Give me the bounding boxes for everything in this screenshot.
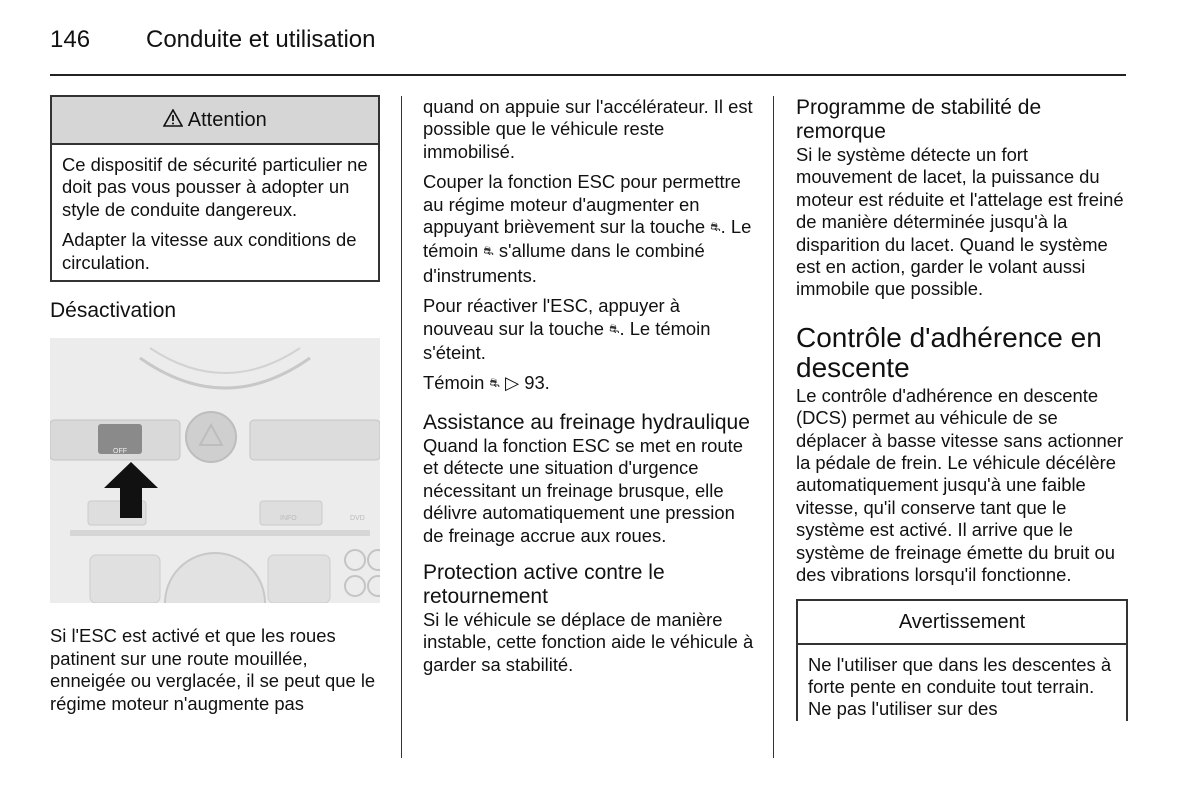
esc-paragraph: Si l'ESC est activé et que les roues patinent sur une route mouillée, enneigée ou verglacée, il se peut que le régime moteur n'augmente pas — [50, 625, 376, 714]
section-title-assistance-freinage: Assistance au freinage hydraulique — [423, 410, 750, 434]
section-body-controle-descente: Le contrôle d'adhérence en descente (DCS) permet au véhicule de se déplacer à basse vitesse sans actionner la pédale de frein. Le véhicule décélère automatiquement jusqu'à une faible vitesse, qu'il conserve tant que le système est activé. Il arrive que le système de freinage émette du bruit ou des vibrations lorsqu'il fonctionne. — [796, 384, 1124, 586]
dvd-label: DVD — [350, 515, 365, 523]
attention-text-1: Ce dispositif de sécurité particulier ne doit pas vous pousser à adopter un style de conduite dangereux. — [62, 154, 368, 220]
section-title-protection-retournement: Protection active contre le retournement — [423, 560, 665, 608]
warning-title: Avertissement — [798, 601, 1126, 645]
col2-p2-text-b: . Le témoin — [423, 216, 752, 262]
page-number: 146 — [50, 26, 91, 53]
section-body-stabilite-remorque: Si le système détecte un fort mouvement de lacet, la puissance du moteur est réduite et l'attelage est freiné de manière déterminée jusqu'à la disparition du lacet. Quand le système est en action, garder le volant aussi immobile que possible. — [796, 144, 1124, 300]
esc-off-button-label: OFF — [113, 448, 127, 456]
col2-paragraph-1: quand on appuie sur l'accélérateur. Il est possible que le véhicule reste immobilisé. — [423, 96, 753, 162]
esc-off-icon: ⛐ — [710, 220, 721, 235]
esc-off-icon: ⛐ — [489, 376, 500, 391]
warning-triangle-icon — [163, 109, 187, 131]
column-2 — [423, 96, 755, 684]
column-1 — [50, 95, 380, 723]
header-rule — [50, 74, 1126, 76]
attention-box — [50, 95, 380, 282]
col2-p3-text-b: . Le témoin s'éteint. — [423, 317, 711, 364]
column-3 — [796, 96, 1128, 721]
warning-text: Ne l'utiliser que dans les descentes à forte pente en conduite tout terrain. Ne pas l'utiliser sur des — [808, 653, 1112, 720]
column-divider-1 — [401, 96, 402, 758]
page-header — [50, 26, 375, 54]
section-body-assistance-freinage: Quand la fonction ESC se met en route et détecte une situation d'urgence nécessitant un freinage brusque, elle délivre automatiquement une pression de freinage accrue aux roues. — [423, 434, 743, 546]
dashboard-illustration — [50, 338, 380, 603]
col2-paragraph-3 — [423, 295, 755, 364]
col2-p4-text-a: Témoin — [423, 372, 485, 394]
attention-header — [52, 97, 378, 145]
desactivation-heading: Désactivation — [50, 299, 177, 323]
warning-box — [796, 599, 1128, 721]
esc-off-icon: ⛐ — [609, 321, 620, 336]
col2-paragraph-4 — [423, 372, 755, 396]
attention-title: Attention — [187, 109, 267, 131]
esc-off-icon: ⛐ — [483, 244, 494, 259]
info-button-label: INFO — [280, 515, 297, 523]
cross-reference-arrow-icon: ▷ — [504, 372, 520, 394]
attention-text-2: Adapter la vitesse aux conditions de circulation. — [62, 229, 357, 273]
section-title-controle-descente: Contrôle d'adhérence en descente — [796, 321, 1102, 383]
section-body-protection-retournement: Si le véhicule se déplace de manière instable, cette fonction aide le véhicule à garder sa stabilité. — [423, 608, 754, 675]
col2-p4-text-b: 93. — [524, 372, 550, 394]
dashboard-figure — [50, 338, 380, 603]
col2-p3-text-a: Pour réactiver l'ESC, appuyer à nouveau sur la touche — [423, 295, 681, 339]
column-divider-2 — [773, 96, 774, 758]
col2-paragraph-2 — [423, 171, 755, 287]
col2-p2-text-a: Couper la fonction ESC pour permettre au régime moteur d'augmenter en appuyant brièvement sur la touche — [423, 171, 741, 238]
col2-p2-text-c: s'allume dans le combiné d'instruments. — [423, 240, 705, 286]
section-title-stabilite-remorque: Programme de stabilité de remorque — [796, 96, 1042, 143]
page-title: Conduite et utilisation — [146, 26, 376, 53]
